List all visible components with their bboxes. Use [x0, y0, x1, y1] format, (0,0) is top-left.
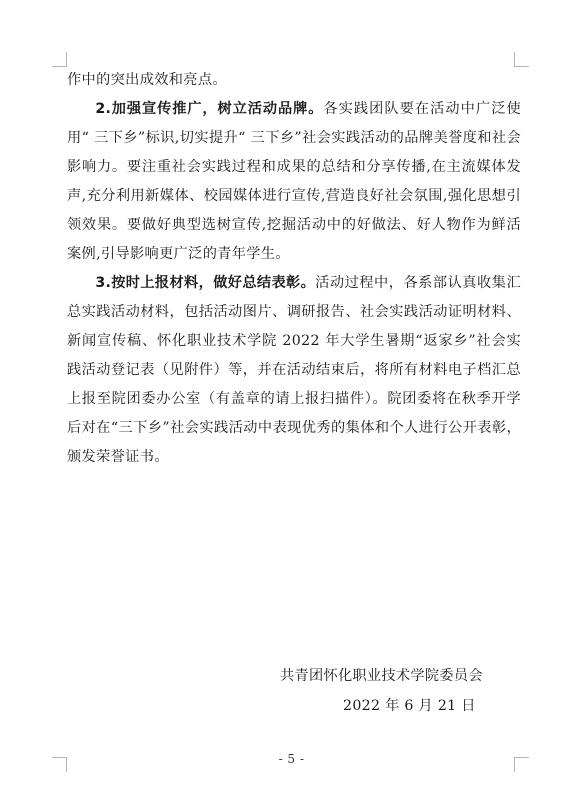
signature-organization: 共青团怀化职业技术学院委员会 [280, 668, 483, 684]
crop-mark-top-left [52, 52, 67, 67]
paragraph-text: 活动过程中，各系部认真收集汇总实践活动材料，包括活动图片、调研报告、社会实践活动证明材料、新闻宣传稿、怀化职业技术学院 2022 年大学生暑期“返家乡”社会实践活动登记表（见附件）等，并在活动结束后，将所有材料电子档汇总上报至院团委办公室（有盖章的请上报扫描件）。院团委将在秋季开学后对在“三下乡”社会实践活动中表现优秀的集体和个人进行公开表彰，颁发荣誉证书。 [67, 275, 521, 465]
paragraph-publicity [67, 95, 521, 269]
paragraph-text: 作中的突出成效和亮点。 [67, 72, 227, 88]
paragraph-heading: 3.按时上报材料，做好总结表彰。 [95, 275, 316, 291]
paragraph-continuation [67, 66, 521, 95]
paragraph-heading: 2.加强宣传推广，树立活动品牌。 [95, 101, 324, 117]
paragraph-submission [67, 269, 521, 472]
paragraph-text: 各实践团队要在活动中广泛使用“ 三下乡”标识,切实提升“ 三下乡”社会实践活动的品牌美誉度和社会影响力。要注重社会实践过程和成果的总结和分享传播,在主流媒体发声,充分利用新媒体、校园媒体进行宣传,营造良好社会氛围,强化思想引领效果。要做好典型选树宣传,挖掘活动中的好做法、好人物作为鲜活案例,引导影响更广泛的青年学生。 [67, 101, 521, 262]
signature-date: 2022 年 6 月 21 日 [343, 698, 476, 714]
body-text [67, 66, 521, 472]
crop-mark-top-right [514, 52, 529, 67]
page-number: - 5 - [278, 752, 305, 766]
